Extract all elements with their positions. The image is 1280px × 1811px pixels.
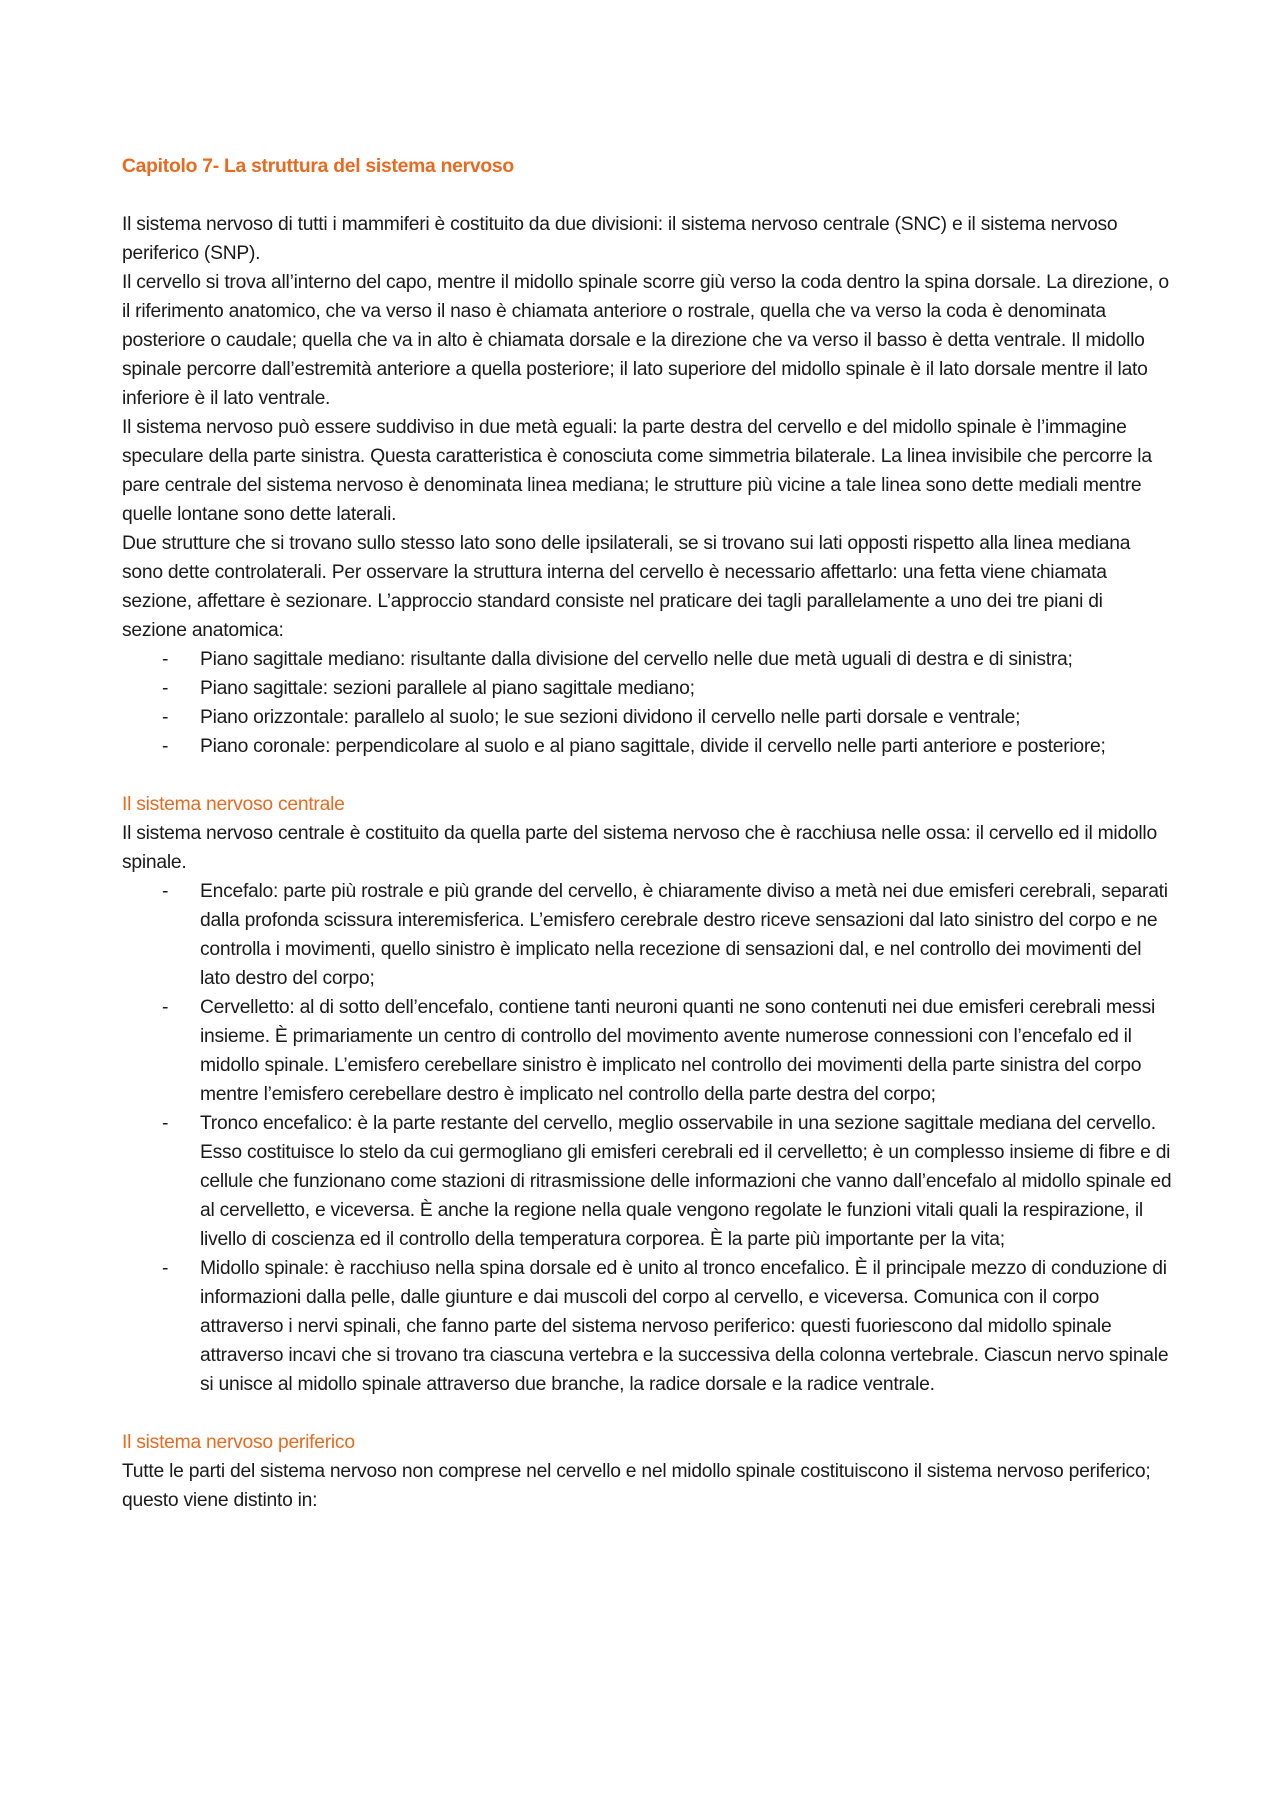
list-item [122,703,1172,732]
peripheral-intro: Tutte le parti del sistema nervoso non comprese nel cervello e nel midollo spinale costituiscono il sistema nervoso periferico; questo viene distinto in: [122,1461,1151,1511]
list-item-text: Piano orizzontale: parallelo al suolo; le sue sezioni dividono il cervello nelle parti dorsale e ventrale; [200,707,1021,728]
dash-bullet: - [162,736,169,757]
list-item-text: Piano sagittale: sezioni parallele al piano sagittale mediano; [200,678,695,699]
central-intro: Il sistema nervoso centrale è costituito da quella parte del sistema nervoso che è racchiusa nelle ossa: il cervello ed il midollo spinale. [122,823,1157,873]
dash-bullet: - [162,1113,169,1134]
dash-bullet: - [162,649,169,670]
chapter-title: Capitolo 7- La struttura del sistema nervoso [122,156,514,177]
list-item-text: Encefalo: parte più rostrale e più grande del cervello, è chiaramente diviso a metà nei due emisferi cerebrali, separati dalla profonda scissura interemisferica. L’emisfero cerebrale destro riceve sensazioni dal lato sinistro del corpo e ne controlla i movimenti, quello sinistro è implicato nella recezione di sensazioni dal, e nel controllo dei movimenti del lato destro del corpo; [200,881,1168,989]
intro-paragraph-3: Il sistema nervoso può essere suddiviso in due metà eguali: la parte destra del cervello e del midollo spinale è l’immagine speculare della parte sinistra. Questa caratteristica è conosciuta come simmetria bilaterale. La linea invisibile che percorre la pare centrale del sistema nervoso è denominata linea mediana; le strutture più vicine a tale linea sono dette mediali mentre quelle lontane sono dette laterali. [122,417,1152,525]
list-item [122,877,1172,993]
central-list [122,877,1172,1399]
section-title-peripheral: Il sistema nervoso periferico [122,1432,355,1453]
intro-paragraph-4: Due strutture che si trovano sullo stesso lato sono delle ipsilaterali, se si trovano sui lati opposti rispetto alla linea mediana sono dette controlaterali. Per osservare la struttura interna del cervello è necessario affettarlo: una fetta viene chiamata sezione, affettare è sezionare. L’approccio standard consiste nel praticare dei tagli parallelamente a uno dei tre piani di sezione anatomica: [122,533,1131,641]
list-item-text: Piano sagittale mediano: risultante dalla divisione del cervello nelle due metà uguali di destra e di sinistra; [200,649,1073,670]
dash-bullet: - [162,707,169,728]
list-item-text: Cervelletto: al di sotto dell’encefalo, contiene tanti neuroni quanti ne sono contenuti nei due emisferi cerebrali messi insieme. È primariamente un centro di controllo del movimento avente numerose connessioni con l’encefalo ed il midollo spinale. L’emisfero cerebellare sinistro è implicato nel controllo dei movimenti della parte sinistra del corpo mentre l’emisfero cerebellare destro è implicato nel controllo della parte destra del corpo; [200,997,1155,1105]
list-item [122,732,1172,761]
list-item [122,674,1172,703]
list-item [122,645,1172,674]
list-item-text: Tronco encefalico: è la parte restante del cervello, meglio osservabile in una sezione sagittale mediana del cervello. Esso costituisce lo stelo da cui germogliano gli emisferi cerebrali ed il cervelletto; è un complesso insieme di fibre e di cellule che funzionano come stazioni di ritrasmissione delle informazioni che vanno dall’encefalo al midollo spinale ed al cervelletto, e viceversa. È anche la regione nella quale vengono regolate le funzioni vitali quali la respirazione, il livello di coscienza ed il controllo della temperatura corporea. È la parte più importante per la vita; [200,1113,1172,1250]
spacer [122,1399,1172,1428]
dash-bullet: - [162,1258,169,1279]
section-title-central: Il sistema nervoso centrale [122,794,345,815]
intro-paragraph-1: Il sistema nervoso di tutti i mammiferi è costituito da due divisioni: il sistema nervoso centrale (SNC) e il sistema nervoso periferico (SNP). [122,214,1118,264]
list-item-text: Piano coronale: perpendicolare al suolo e al piano sagittale, divide il cervello nelle parti anteriore e posteriore; [200,736,1106,757]
intro-paragraph-2: Il cervello si trova all’interno del capo, mentre il midollo spinale scorre giù verso la coda dentro la spina dorsale. La direzione, o il riferimento anatomico, che va verso il naso è chiamata anteriore o rostrale, quella che va verso la coda è denominata posteriore o caudale; quella che va in alto è chiamata dorsale e la direzione che va verso il basso è detta ventrale. Il midollo spinale percorre dall’estremità anteriore a quella posteriore; il lato superiore del midollo spinale è il lato dorsale mentre il lato inferiore è il lato ventrale. [122,272,1169,409]
list-item [122,1109,1172,1254]
list-item-text: Midollo spinale: è racchiuso nella spina dorsale ed è unito al tronco encefalico. È il principale mezzo di conduzione di informazioni dalla pelle, dalle giunture e dai muscoli del corpo al cervello, e viceversa. Comunica con il corpo attraverso i nervi spinali, che fanno parte del sistema nervoso periferico: questi fuoriescono dal midollo spinale attraverso incavi che si trovano tra ciascuna vertebra e la successiva della colonna vertebrale. Ciascun nervo spinale si unisce al midollo spinale attraverso due branche, la radice dorsale e la radice ventrale. [200,1258,1169,1395]
dash-bullet: - [162,881,169,902]
list-item [122,1254,1172,1399]
planes-list [122,645,1172,761]
document-page [122,152,1172,1515]
list-item [122,993,1172,1109]
spacer [122,761,1172,790]
dash-bullet: - [162,678,169,699]
dash-bullet: - [162,997,169,1018]
